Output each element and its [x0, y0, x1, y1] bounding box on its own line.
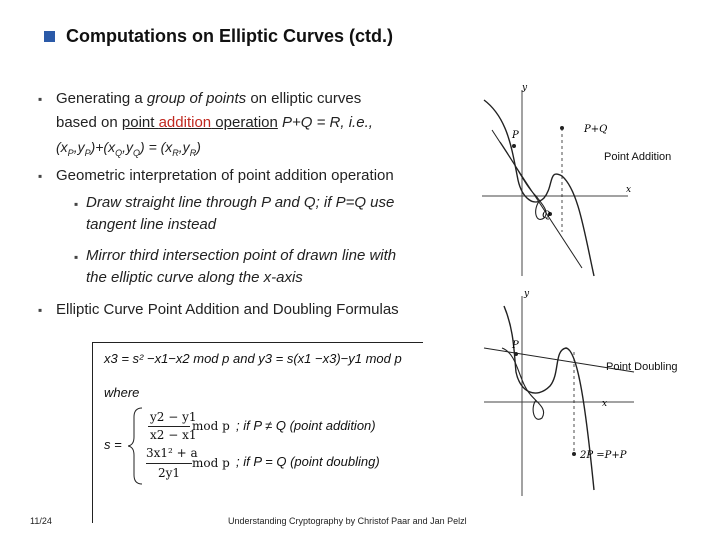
doubling-curve-loop: [502, 348, 544, 419]
addition-point-P: [512, 144, 516, 148]
footer-credit: Understanding Cryptography by Christof Paar and Jan Pelzl: [228, 516, 467, 526]
formula-s-eq: s =: [104, 437, 122, 452]
doubling-point-P: [514, 352, 518, 356]
bullet-marker: ▪: [38, 92, 43, 106]
addition-y-label: y: [522, 83, 528, 93]
formula-where: where: [104, 385, 140, 400]
doubling-curve: [504, 306, 594, 490]
case1-condition: ; if P ≠ Q (point addition): [236, 418, 376, 433]
doubling-y-label: y: [524, 290, 530, 299]
addition-curve: [484, 100, 594, 276]
bullet-3: Elliptic Curve Point Addition and Doubling Formulas: [56, 301, 399, 318]
page-number: 11/24: [30, 516, 52, 526]
case1-mod: mod p: [192, 419, 230, 433]
bullet-marker: ▪: [38, 303, 43, 317]
title-bullet: [44, 31, 55, 42]
case1-numerator: y2 − y1: [150, 410, 197, 424]
case1-fraction-bar: [148, 426, 190, 427]
case2-condition: ; if P = Q (point doubling): [236, 454, 380, 469]
addition-Q-label: Q: [542, 210, 551, 221]
doubling-2P-label: 2P =P+P: [580, 450, 627, 461]
doubling-x-label: x: [602, 399, 608, 409]
case2-fraction-bar: [146, 463, 192, 464]
point-addition-label: Point Addition: [604, 151, 672, 163]
point-doubling-figure: [478, 290, 648, 500]
doubling-P-label: P: [512, 340, 519, 351]
point-doubling-label: Point Doubling: [606, 361, 678, 373]
bullet-marker: ▪: [74, 197, 79, 211]
doubling-point-2P: [572, 452, 576, 456]
addition-P-label: P: [512, 130, 519, 141]
formula-main: x3 = s² −x1−x2 mod p and y3 = s(x1 −x3)−y1 mod p: [104, 351, 402, 366]
bullet-2: Geometric interpretation of point addition operation: [56, 167, 394, 184]
case2-mod: mod p: [192, 456, 230, 470]
bullet-2b: Mirror third intersection point of drawn line with the elliptic curve along the x-axis: [86, 247, 397, 286]
case2-numerator: 3x1² + a: [146, 446, 198, 460]
addition-point-PQ: [560, 126, 564, 130]
case1-denominator: x2 − x1: [150, 428, 197, 442]
addition-PQ-label: P+Q: [584, 124, 608, 135]
bullet-marker: ▪: [74, 250, 79, 264]
addition-secant: [492, 130, 582, 268]
point-addition-figure: [478, 80, 638, 280]
case2-denominator: 2y1: [158, 466, 181, 480]
page-title: Computations on Elliptic Curves (ctd.): [66, 26, 394, 46]
bullet-marker: ▪: [38, 169, 43, 183]
addition-x-label: x: [626, 185, 632, 195]
bullet-2a: Draw straight line through P and Q; if P=Q use tangent line instead: [86, 194, 395, 233]
bullet-1: Generating a group of points on elliptic curves based on point addition operation P+Q = R, i.e., $(x_P,y_P)+(x_Q,y_Q) = (x_R,y_R)$: [56, 90, 373, 158]
